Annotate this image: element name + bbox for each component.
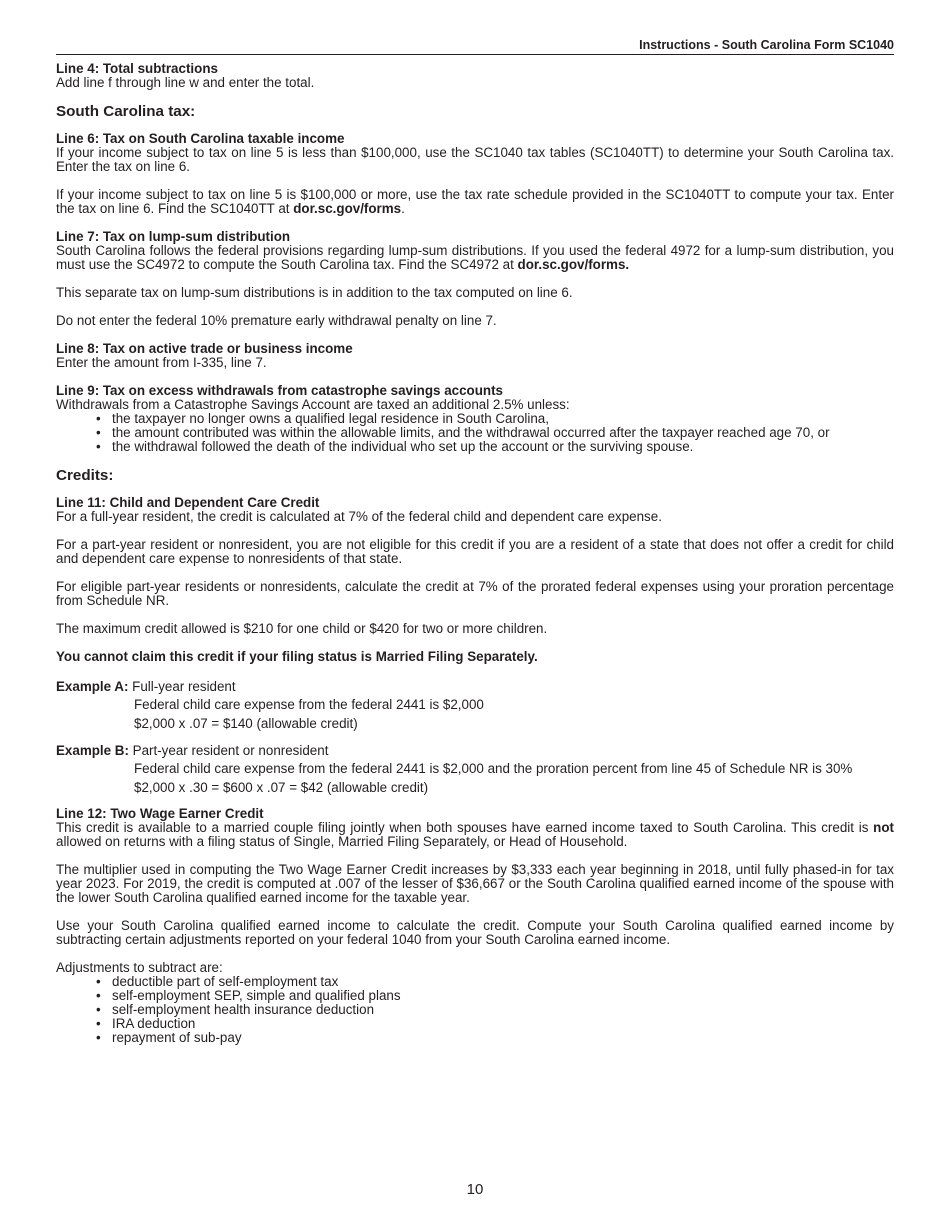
line11-paragraph-3: For eligible part-year residents or nonresidents, calculate the credit at 7% of the prorated federal expenses using your proration percentage from Schedule NR. bbox=[56, 579, 894, 608]
line9-heading: Line 9: Tax on excess withdrawals from catastrophe savings accounts bbox=[56, 383, 503, 398]
line9-conditions-list bbox=[56, 412, 894, 454]
forms-link[interactable]: dor.sc.gov/forms. bbox=[517, 257, 630, 272]
list-item: • IRA deduction bbox=[112, 1017, 894, 1031]
list-item: • self-employment SEP, simple and qualified plans bbox=[112, 989, 894, 1003]
line11-paragraph-4: The maximum credit allowed is $210 for one child or $420 for two or more children. bbox=[56, 621, 548, 636]
document-body bbox=[56, 62, 894, 1045]
line6-heading: Line 6: Tax on South Carolina taxable income bbox=[56, 131, 345, 146]
line7-paragraph-2: This separate tax on lump-sum distributions is in addition to the tax computed on line 6. bbox=[56, 285, 573, 300]
example-b-line-1: Federal child care expense from the federal 2441 is $2,000 and the proration percent from line 45 of Schedule NR is 30% bbox=[134, 761, 853, 776]
example-b: Example B: Part-year resident or nonresident bbox=[56, 743, 329, 758]
example-a-line-1: Federal child care expense from the federal 2441 is $2,000 bbox=[134, 697, 484, 712]
adjustments-list bbox=[56, 975, 894, 1045]
list-item: • repayment of sub-pay bbox=[112, 1031, 894, 1045]
line12-heading: Line 12: Two Wage Earner Credit bbox=[56, 806, 264, 821]
page-header: Instructions - South Carolina Form SC1040 bbox=[56, 38, 894, 55]
line11-warning: You cannot claim this credit if your filing status is Married Filing Separately. bbox=[56, 649, 538, 664]
credits-heading: Credits: bbox=[56, 467, 114, 484]
line6-paragraph-1: If your income subject to tax on line 5 is less than $100,000, use the SC1040 tax tables (SC1040TT) to determine your South Carolina tax. Enter the tax on line 6. bbox=[56, 145, 894, 174]
line12-paragraph-3: Use your South Carolina qualified earned income to calculate the credit. Compute your South Carolina qualified earned income by subtracting certain adjustments reported on your federal 1040 from your South Carolina earned income. bbox=[56, 918, 894, 947]
list-item: • the withdrawal followed the death of the individual who set up the account or the surviving spouse. bbox=[112, 440, 894, 454]
line11-paragraph-2: For a part-year resident or nonresident, you are not eligible for this credit if you are a resident of a state that does not offer a credit for child and dependent care expense to nonresidents of that state. bbox=[56, 537, 894, 566]
example-a: Example A: Full-year resident bbox=[56, 679, 236, 694]
forms-link[interactable]: dor.sc.gov/forms bbox=[293, 201, 402, 216]
line12-paragraph-2: The multiplier used in computing the Two Wage Earner Credit increases by $3,333 each year beginning in 2018, until fully phased-in for tax year 2023. For 2019, the credit is computed at .007 of the lesser of $36,667 or the South Carolina qualified earned income of the spouse with the lower South Carolina qualified earned income for the taxable year. bbox=[56, 862, 894, 905]
line8-text: Enter the amount from I-335, line 7. bbox=[56, 355, 267, 370]
line6-paragraph-2: If your income subject to tax on line 5 is $100,000 or more, use the tax rate schedule provided in the SC1040TT to compute your tax. Enter the tax on line 6. Find the SC1040TT at dor.sc.gov/forms. bbox=[56, 187, 894, 216]
example-b-line-2: $2,000 x .30 = $600 x .07 = $42 (allowable credit) bbox=[134, 780, 429, 795]
line9-text: Withdrawals from a Catastrophe Savings Account are taxed an additional 2.5% unless: bbox=[56, 397, 570, 412]
line4-text: Add line f through line w and enter the total. bbox=[56, 75, 315, 90]
adjustments-intro: Adjustments to subtract are: bbox=[56, 960, 223, 975]
list-item: • the taxpayer no longer owns a qualified legal residence in South Carolina, bbox=[112, 412, 894, 426]
example-a-line-2: $2,000 x .07 = $140 (allowable credit) bbox=[134, 716, 358, 731]
page-number: 10 bbox=[466, 1181, 484, 1198]
list-item: • self-employment health insurance deduction bbox=[112, 1003, 894, 1017]
line7-paragraph-3: Do not enter the federal 10% premature early withdrawal penalty on line 7. bbox=[56, 313, 497, 328]
line12-paragraph-1: This credit is available to a married couple filing jointly when both spouses have earned income taxed to South Carolina. This credit is not allowed on returns with a filing status of Single, Married Filing Separately, or Head of Household. bbox=[56, 820, 894, 849]
line11-paragraph-1: For a full-year resident, the credit is calculated at 7% of the federal child and dependent care expense. bbox=[56, 509, 662, 524]
line11-heading: Line 11: Child and Dependent Care Credit bbox=[56, 495, 320, 510]
list-item: • the amount contributed was within the allowable limits, and the withdrawal occurred after the taxpayer reached age 70, or bbox=[112, 426, 894, 440]
line8-heading: Line 8: Tax on active trade or business income bbox=[56, 341, 353, 356]
sc-tax-heading: South Carolina tax: bbox=[56, 103, 196, 120]
line7-paragraph-1: South Carolina follows the federal provisions regarding lump-sum distributions. If you used the federal 4972 for a lump-sum distribution, you must use the SC4972 to compute the South Carolina tax. Find the SC4972 at dor.sc.gov/forms. bbox=[56, 243, 894, 272]
line7-heading: Line 7: Tax on lump-sum distribution bbox=[56, 229, 291, 244]
list-item: • deductible part of self-employment tax bbox=[112, 975, 894, 989]
line4-heading: Line 4: Total subtractions bbox=[56, 61, 218, 76]
